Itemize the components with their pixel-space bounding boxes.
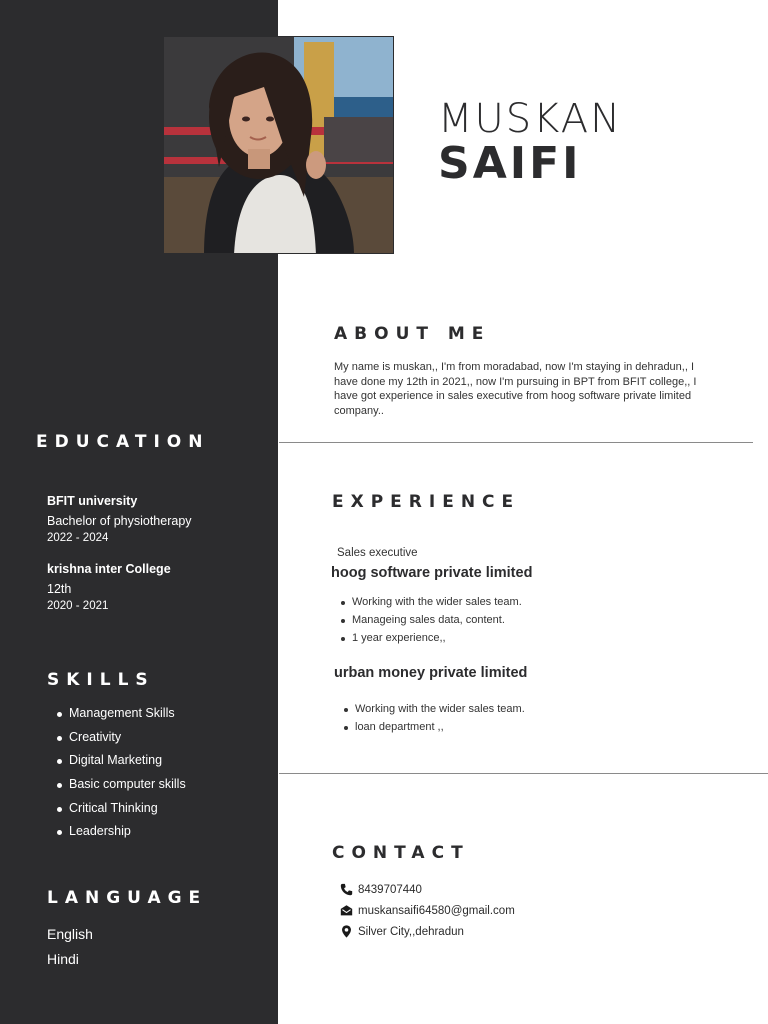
education-years: 2022 - 2024	[47, 532, 109, 544]
about-heading: ABOUT ME	[334, 324, 491, 344]
company-name: hoog software private limited	[331, 565, 533, 581]
job-bullet: 1 year experience,,	[340, 632, 522, 650]
skill-item: Management Skills	[55, 706, 186, 730]
skill-item: Basic computer skills	[55, 777, 186, 801]
address-text: Silver City,,dehradun	[358, 925, 464, 938]
language-item: Hindi	[47, 951, 79, 967]
profile-photo	[163, 36, 394, 254]
education-item	[47, 561, 171, 614]
phone-icon	[340, 883, 353, 896]
first-name: MUSKAN	[438, 96, 622, 142]
phone-number: 8439707440	[358, 883, 422, 896]
mail-icon	[340, 904, 353, 917]
education-school: krishna inter College	[47, 562, 171, 576]
contact-email[interactable]	[340, 904, 515, 917]
job-bullet: Working with the wider sales team.	[340, 596, 522, 614]
divider	[279, 442, 753, 443]
job-bullet: Working with the wider sales team.	[343, 703, 525, 721]
skill-item: Digital Marketing	[55, 753, 186, 777]
education-years: 2020 - 2021	[47, 600, 109, 612]
divider	[279, 773, 768, 774]
contact-phone[interactable]	[340, 883, 422, 896]
education-school: BFIT university	[47, 494, 138, 508]
experience-heading: EXPERIENCE	[332, 492, 521, 512]
job-bullets	[340, 596, 522, 650]
skills-list	[55, 706, 186, 848]
profile-photo-image	[164, 37, 394, 254]
company-name: urban money private limited	[334, 665, 528, 681]
last-name: SAIFI	[438, 138, 582, 189]
education-heading: EDUCATION	[36, 432, 210, 452]
location-pin-icon	[340, 925, 353, 938]
language-item: English	[47, 926, 93, 942]
skill-item: Critical Thinking	[55, 801, 186, 825]
education-item	[47, 493, 192, 546]
contact-address	[340, 925, 464, 938]
skills-heading: SKILLS	[47, 670, 155, 690]
about-text: My name is muskan,, I'm from moradabad, now I'm staying in dehradun,, I have done my 12th in 2021,, now I'm pursuing in BPT from BFIT college,, I have got experience in sales executive from hoog software private limited company..	[334, 361, 697, 417]
education-degree: 12th	[47, 582, 72, 596]
job-bullet: Manageing sales data, content.	[340, 614, 522, 632]
email-address: muskansaifi64580@gmail.com	[358, 904, 515, 917]
job-bullet: loan department ,,	[343, 721, 525, 739]
job-role: Sales executive	[337, 547, 418, 559]
skill-item: Creativity	[55, 730, 186, 754]
contact-heading: CONTACT	[332, 843, 470, 863]
language-heading: LANGUAGE	[47, 888, 208, 908]
education-degree: Bachelor of physiotherapy	[47, 514, 192, 528]
job-bullets	[343, 703, 525, 739]
skill-item: Leadership	[55, 824, 186, 848]
